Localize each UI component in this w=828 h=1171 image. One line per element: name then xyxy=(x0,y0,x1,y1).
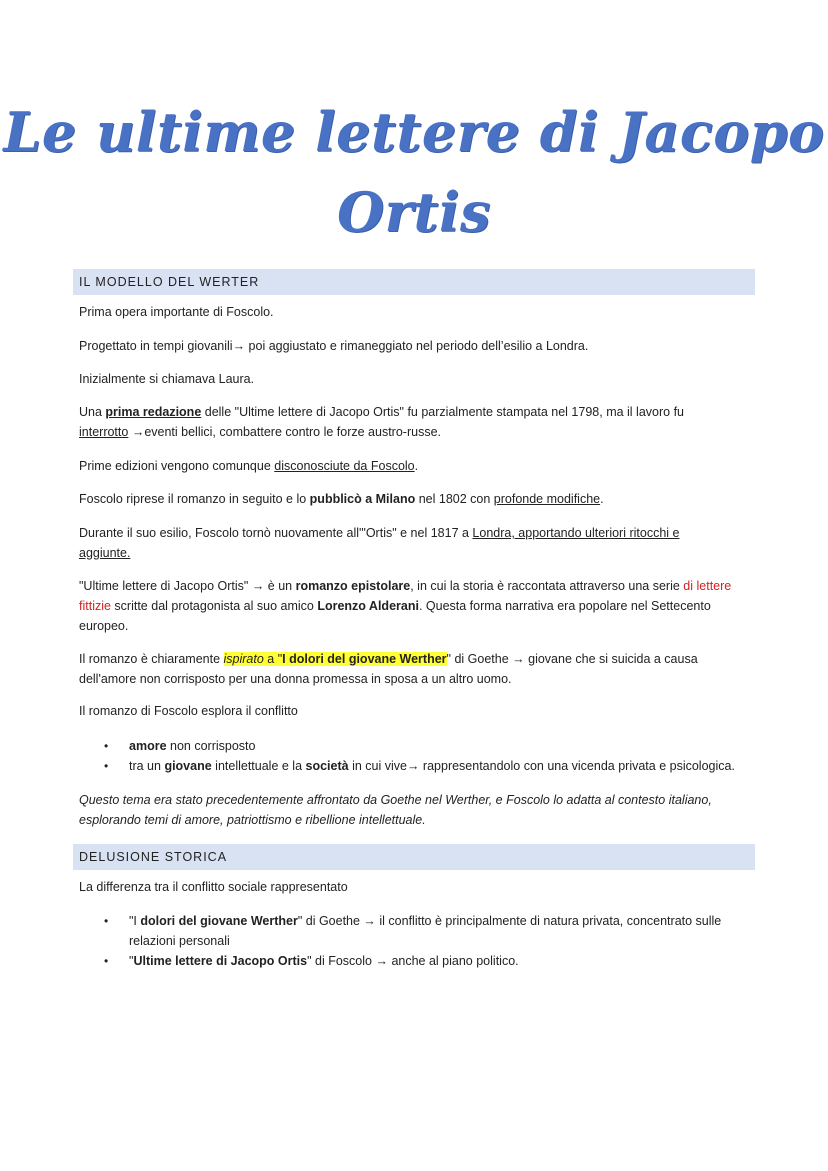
text: Una xyxy=(79,405,106,419)
text: Inizialmente si chiamava Laura. xyxy=(79,372,255,386)
text: dell'amore non corrisposto per una donna promessa in sposa a un altro uomo. xyxy=(79,672,512,686)
text: Prima opera importante di Foscolo. xyxy=(79,305,274,319)
red-text: di lettere xyxy=(683,579,732,593)
text: nel 1802 con xyxy=(415,492,494,506)
paragraph xyxy=(79,701,749,721)
text: Il romanzo di Foscolo esplora il conflitto xyxy=(79,704,298,718)
section-heading-modello-werter: IL MODELLO DEL WERTER xyxy=(73,269,755,295)
text: delle "Ultime lettere di Jacopo Ortis" fu parzialmente stampata nel 1798, ma il lavoro fu xyxy=(201,405,684,419)
section-heading-delusione-storica: DELUSIONE STORICA xyxy=(73,844,755,870)
underlined-text: interrotto xyxy=(79,425,129,439)
text: " di Goethe xyxy=(446,652,513,666)
red-text: fittizie xyxy=(79,599,111,613)
arrow-icon: → xyxy=(251,579,265,593)
arrow-icon: → xyxy=(406,759,420,773)
arrow-icon: → xyxy=(363,914,376,928)
list-item xyxy=(129,736,749,756)
italic-text: esplorando temi di amore, patriottismo e ribellione intellettuale. xyxy=(79,813,426,827)
bullet-icon: • xyxy=(104,954,109,968)
paragraph-italic xyxy=(79,790,749,830)
paragraph xyxy=(79,649,749,689)
arrow-icon: → xyxy=(232,339,246,353)
bold-text: Lorenzo Alderani xyxy=(317,599,419,613)
underlined-bold-text: prima redazione xyxy=(105,405,202,419)
italic-text: Questo tema era stato precedentemente affrontato da Goethe nel Werther, e Foscolo lo adatta al contesto italiano, xyxy=(79,793,712,807)
bullet-icon: • xyxy=(104,739,109,753)
text: relazioni personali xyxy=(129,934,230,948)
text: scritte dal protagonista al suo amico xyxy=(110,599,318,613)
bullet-icon: • xyxy=(104,914,109,928)
text: Il romanzo è chiaramente xyxy=(79,652,224,666)
bold-text: Ultime lettere di Jacopo Ortis xyxy=(133,954,308,968)
bold-text: giovane xyxy=(164,759,212,773)
text: anche al piano politico. xyxy=(387,954,519,968)
paragraph xyxy=(79,576,749,636)
text: . Questa forma narrativa era popolare nel Settecento xyxy=(418,599,711,613)
arrow-icon: → xyxy=(131,425,145,439)
text: Durante il suo esilio, Foscolo tornò nuovamente all'"Ortis" e nel 1817 a xyxy=(79,526,473,540)
arrow-icon: → xyxy=(375,954,388,968)
title-line-1: Le ultime lettere di Jacopo xyxy=(3,100,825,164)
paragraph xyxy=(79,336,749,356)
bold-text: romanzo epistolare xyxy=(295,579,411,593)
paragraph xyxy=(79,369,749,389)
text: intellettuale e la xyxy=(211,759,306,773)
paragraph xyxy=(79,877,749,897)
underlined-text: aggiunte. xyxy=(79,546,131,560)
paragraph xyxy=(79,302,749,322)
title-line-2: Ortis xyxy=(337,180,491,244)
bold-text: amore xyxy=(129,739,167,753)
text: Foscolo riprese il romanzo in seguito e lo xyxy=(79,492,310,506)
highlighted-text: a " xyxy=(263,652,283,666)
bold-text: società xyxy=(305,759,349,773)
text: giovane che si suicida a causa xyxy=(524,652,698,666)
underlined-text: Londra, apportando ulteriori ritocchi e xyxy=(472,526,680,540)
text: " di Goethe xyxy=(297,914,364,928)
underlined-text: profonde modifiche xyxy=(493,492,601,506)
text: Prime edizioni vengono comunque xyxy=(79,459,275,473)
text: il conflitto è principalmente di natura privata, concentrato sulle xyxy=(375,914,722,928)
text: " di Foscolo xyxy=(307,954,376,968)
text: La differenza tra il conflitto sociale rappresentato xyxy=(79,880,348,894)
document-title xyxy=(0,92,828,252)
arrow-icon: → xyxy=(512,652,525,666)
text: eventi bellici, combattere contro le forze austro-russe. xyxy=(144,425,441,439)
list-item xyxy=(129,911,749,951)
bold-text: pubblicò a Milano xyxy=(309,492,416,506)
text: non corrisposto xyxy=(166,739,256,753)
text: poi aggiustato e rimaneggiato nel periodo dell’esilio a Londra. xyxy=(245,339,589,353)
bold-text: dolori del giovane Werther xyxy=(140,914,298,928)
paragraph xyxy=(79,523,749,563)
text: tra un xyxy=(129,759,165,773)
paragraph xyxy=(79,456,749,476)
text: "I xyxy=(129,914,141,928)
text: . xyxy=(414,459,419,473)
text: in cui vive xyxy=(348,759,407,773)
paragraph xyxy=(79,489,749,509)
text: "Ultime lettere di Jacopo Ortis" xyxy=(79,579,252,593)
list-item xyxy=(129,951,749,971)
text: " xyxy=(129,954,134,968)
highlighted-italic-text: ispirato xyxy=(223,652,264,666)
paragraph xyxy=(79,402,749,442)
highlighted-bold-text: I dolori del giovane Werther xyxy=(282,652,447,666)
text: , in cui la storia è raccontata attraverso una serie xyxy=(410,579,684,593)
underlined-text: disconosciute da Foscolo xyxy=(274,459,415,473)
list-item xyxy=(129,756,749,776)
text: rappresentandolo con una vicenda privata e psicologica. xyxy=(419,759,735,773)
text: Progettato in tempi giovanili xyxy=(79,339,233,353)
text: europeo. xyxy=(79,619,129,633)
bullet-icon: • xyxy=(104,759,109,773)
text: è un xyxy=(264,579,296,593)
text: . xyxy=(600,492,604,506)
